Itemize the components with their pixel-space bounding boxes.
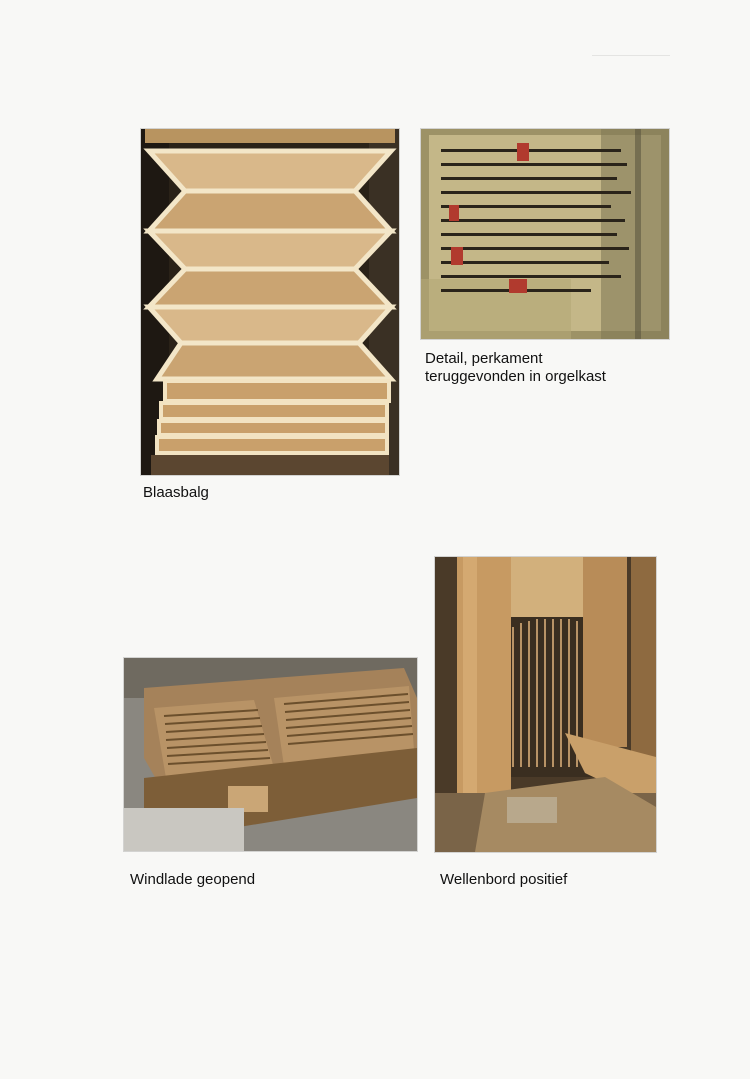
parchment-caption-line2: teruggevonden in orgelkast [425, 368, 606, 385]
bellows-caption: Blaasbalg [143, 484, 209, 501]
rollerboard-photo [435, 557, 656, 852]
bellows-photo [141, 129, 399, 475]
rollerboard-caption: Wellenbord positief [440, 871, 568, 888]
parchment-caption [425, 350, 606, 386]
parchment-photo [421, 129, 669, 339]
windchest-photo [124, 658, 417, 851]
windchest-caption: Windlade geopend [130, 871, 256, 888]
parchment-caption-line1: Detail, perkament [425, 350, 543, 367]
page-rule [592, 55, 670, 56]
